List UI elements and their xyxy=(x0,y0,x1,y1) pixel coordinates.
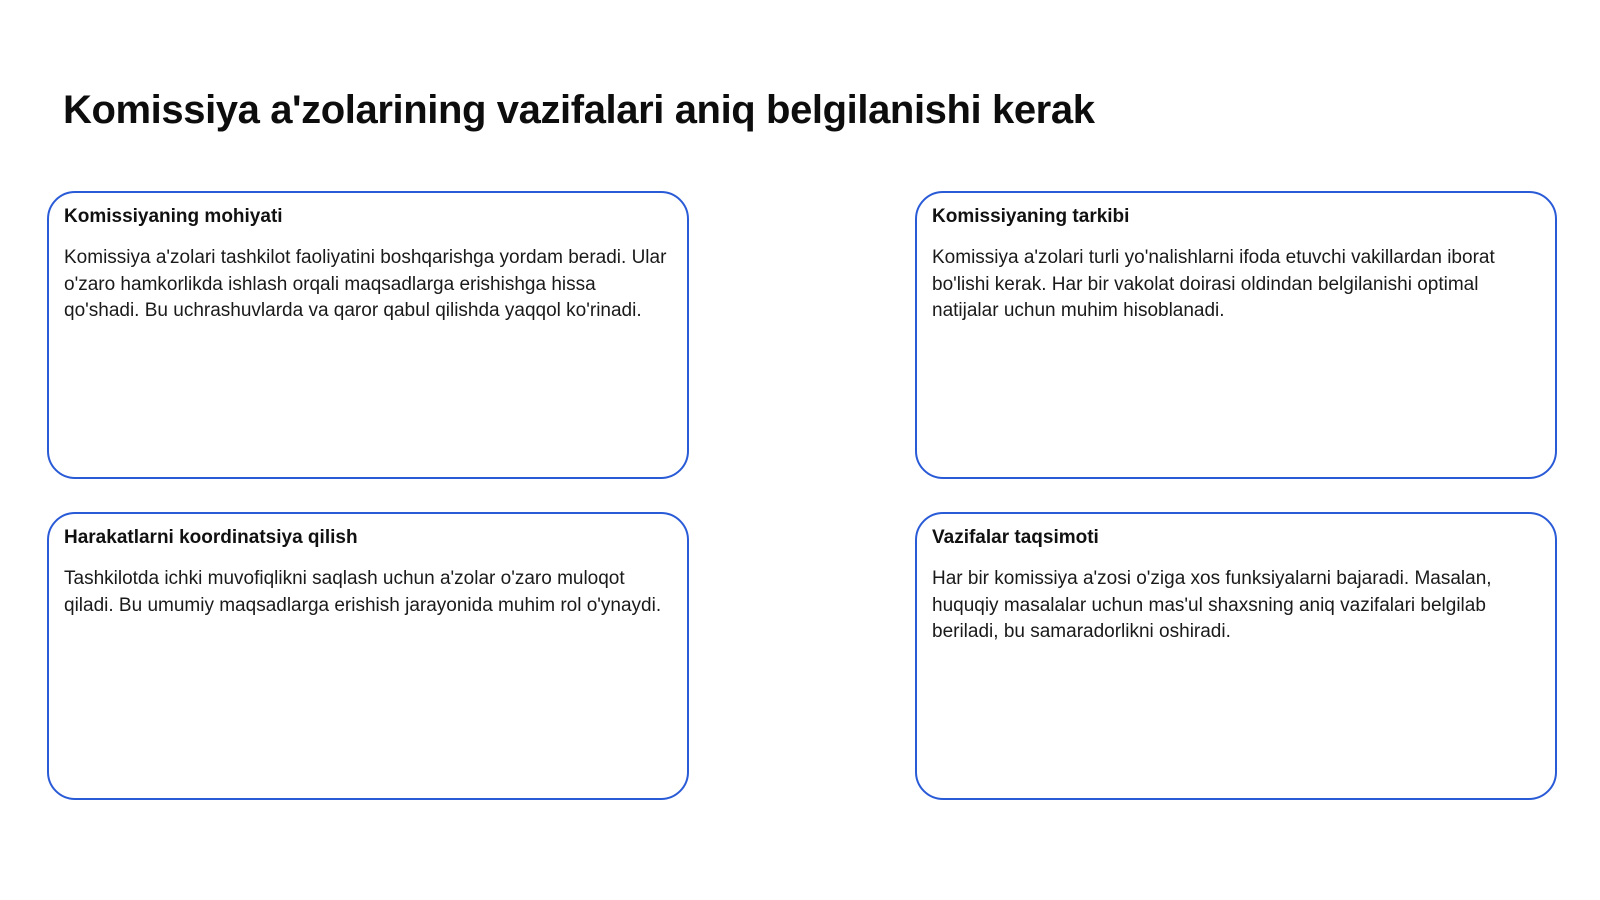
card-heading: Komissiyaning tarkibi xyxy=(932,206,1130,227)
card-komissiyaning-tarkibi xyxy=(915,191,1557,479)
card-body: Komissiya a'zolari turli yo'nalishlarni ifoda etuvchi vakillardan iborat bo'lishi kerak. Har bir vakolat doirasi oldindan belgilanishi optimal natijalar uchun muhim hisoblanadi. xyxy=(932,247,1495,321)
card-body: Tashkilotda ichki muvofiqlikni saqlash uchun a'zolar o'zaro muloqot qiladi. Bu umumiy maqsadlarga erishish jarayonida muhim rol o'ynaydi. xyxy=(64,568,662,616)
card-body: Komissiya a'zolari tashkilot faoliyatini boshqarishga yordam beradi. Ular o'zaro hamkorlikda ishlash orqali maqsadlarga erishishga hissa qo'shadi. Bu uchrashuvlarda va qaror qabul qilishda yaqqol ko'rinadi. xyxy=(64,247,667,321)
slide-title: Komissiya a'zolarining vazifalari aniq belgilanishi kerak xyxy=(63,88,1095,132)
card-heading: Vazifalar taqsimoti xyxy=(932,527,1099,548)
card-komissiyaning-mohiyati xyxy=(47,191,689,479)
card-body: Har bir komissiya a'zosi o'ziga xos funksiyalarni bajaradi. Masalan, huquqiy masalalar uchun mas'ul shaxsning aniq vazifalari belgilab beriladi, bu samaradorlikni oshiradi. xyxy=(932,568,1492,642)
card-vazifalar-taqsimoti xyxy=(915,512,1557,800)
card-heading: Harakatlarni koordinatsiya qilish xyxy=(64,527,358,548)
card-harakatlarni-koordinatsiya-qilish xyxy=(47,512,689,800)
card-heading: Komissiyaning mohiyati xyxy=(64,206,283,227)
